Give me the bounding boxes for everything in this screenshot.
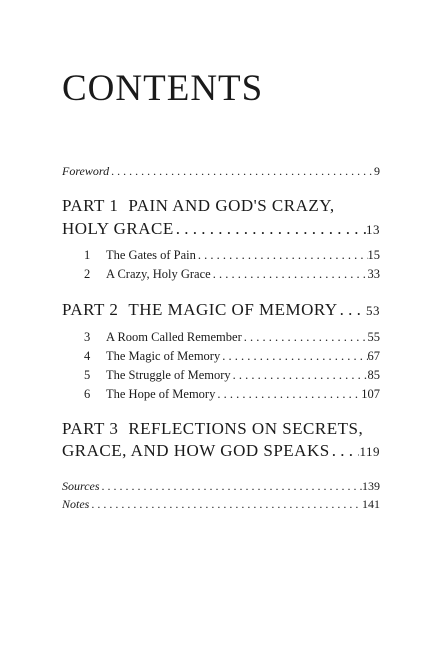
toc-entry-chapter[interactable]	[84, 267, 380, 282]
chapter-title: A Crazy, Holy Grace	[106, 267, 211, 281]
chapter-title: A Room Called Remember	[106, 330, 242, 344]
part-3-heading-line2[interactable]	[62, 441, 380, 461]
toc-page-number: 141	[362, 497, 380, 511]
toc-entry-chapter[interactable]	[84, 387, 380, 402]
toc-entry-sources[interactable]	[62, 479, 380, 494]
chapter-title: The Hope of Memory	[106, 387, 216, 401]
toc-entry-label: Sources	[62, 479, 100, 493]
part-2-heading[interactable]	[62, 300, 380, 320]
toc-page-number: 13	[366, 222, 380, 237]
toc-entry-chapter[interactable]	[84, 330, 380, 345]
part-title-line2: HOLY GRACE	[62, 219, 174, 238]
part-1-heading[interactable]	[62, 196, 335, 216]
toc-page-number: 85	[367, 368, 380, 382]
dot-leader	[242, 330, 368, 345]
chapter-number: 1	[84, 248, 91, 262]
part-title-line1: THE MAGIC OF MEMORY	[128, 300, 338, 319]
toc-entry-foreword[interactable]	[62, 164, 380, 179]
toc-entry-label: Foreword	[62, 164, 110, 178]
chapter-number: 2	[84, 267, 91, 281]
part-3-heading[interactable]	[62, 419, 363, 439]
dot-leader	[330, 441, 360, 461]
part-number: PART 3	[62, 419, 119, 438]
dot-leader	[196, 248, 368, 263]
part-number: PART 2	[62, 300, 119, 319]
dot-leader	[338, 300, 366, 320]
toc-page-number: 53	[366, 303, 380, 318]
dot-leader	[211, 267, 368, 282]
chapter-title: The Struggle of Memory	[106, 368, 231, 382]
toc-entry-notes[interactable]	[62, 497, 380, 512]
dot-leader	[220, 349, 367, 364]
dot-leader	[89, 497, 362, 512]
dot-leader	[215, 387, 361, 402]
dot-leader	[109, 164, 374, 179]
dot-leader	[231, 368, 368, 383]
chapter-number: 6	[84, 387, 91, 401]
toc-page-number: 9	[374, 164, 380, 178]
chapter-number: 3	[84, 330, 91, 344]
chapter-number: 4	[84, 349, 91, 363]
toc-page-number: 55	[367, 330, 380, 344]
toc-page-number: 15	[367, 248, 380, 262]
part-title-line2: GRACE, AND HOW GOD SPEAKS	[62, 441, 330, 460]
dot-leader	[174, 219, 366, 239]
toc-entry-chapter[interactable]	[84, 368, 380, 383]
part-1-heading-line2[interactable]	[62, 219, 380, 239]
page-title: CONTENTS	[62, 68, 264, 109]
part-title-line1: PAIN AND GOD'S CRAZY,	[128, 196, 335, 215]
toc-page-number: 33	[367, 267, 380, 281]
toc-entry-label: Notes	[62, 497, 90, 511]
dot-leader	[100, 479, 362, 494]
toc-page-number: 119	[359, 444, 380, 459]
part-title-line1: REFLECTIONS ON SECRETS,	[128, 419, 364, 438]
toc-page-number: 67	[367, 349, 380, 363]
toc-page-number: 107	[361, 387, 380, 401]
chapter-title: The Gates of Pain	[106, 248, 196, 262]
part-number: PART 1	[62, 196, 119, 215]
toc-entry-chapter[interactable]	[84, 349, 380, 364]
toc-entry-chapter[interactable]	[84, 248, 380, 263]
chapter-title: The Magic of Memory	[106, 349, 221, 363]
toc-page-number: 139	[362, 479, 380, 493]
chapter-number: 5	[84, 368, 91, 382]
